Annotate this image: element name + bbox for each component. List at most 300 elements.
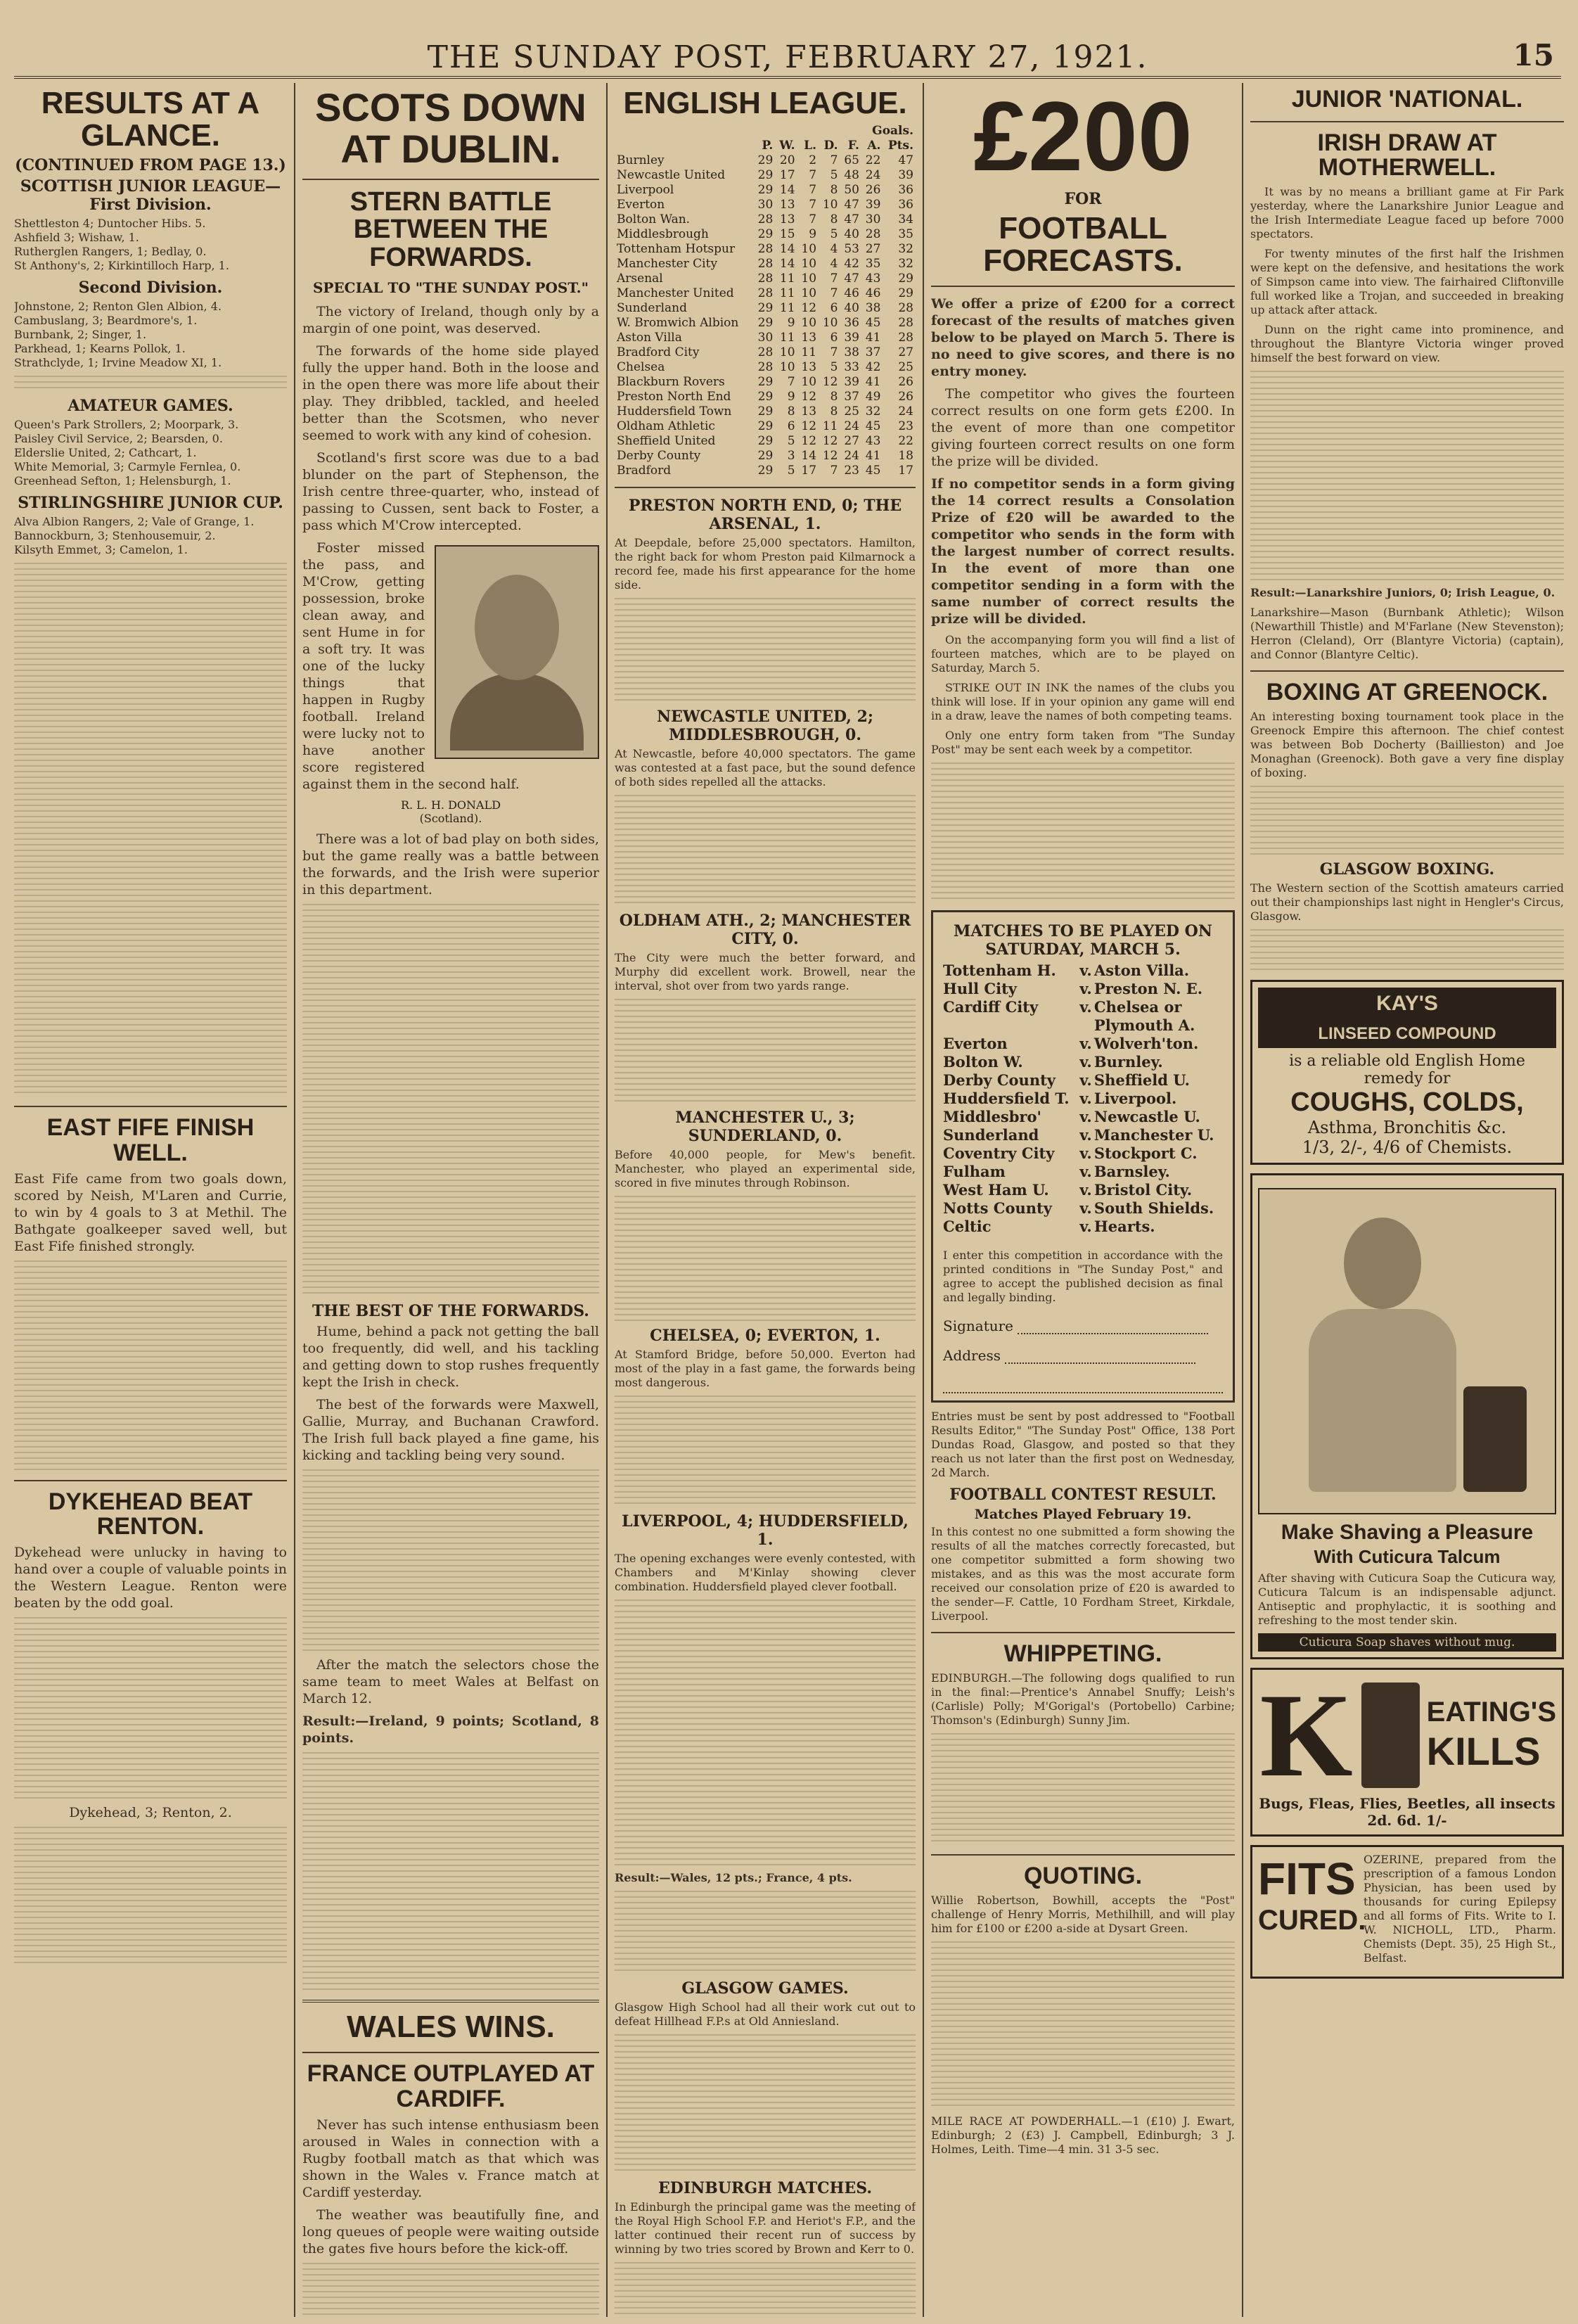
away-team[interactable]: Hearts. xyxy=(1093,1218,1155,1236)
article-body xyxy=(1250,185,1564,365)
address-line[interactable] xyxy=(943,1347,1223,1364)
fixture-row[interactable] xyxy=(943,1144,1223,1163)
section-subhead: GLASGOW GAMES. xyxy=(681,1979,849,1998)
irish-draw-heading: IRISH DRAW AT MOTHERWELL. xyxy=(1317,129,1497,181)
fixture-row[interactable] xyxy=(943,1035,1223,1053)
away-team[interactable]: Bristol City. xyxy=(1093,1181,1193,1199)
text-block xyxy=(302,1752,599,1991)
team-name: Middlesbrough xyxy=(617,227,709,242)
team-name: Chelsea xyxy=(617,360,665,375)
table-cell: 14 xyxy=(801,449,817,464)
home-team[interactable]: Huddersfield T. xyxy=(943,1090,1070,1108)
divider xyxy=(615,487,916,488)
photo-figure xyxy=(450,673,584,751)
team-name: Sunderland xyxy=(617,301,688,316)
table-row xyxy=(615,316,916,331)
table-cell: 10 xyxy=(779,360,795,375)
table-cell: 11 xyxy=(779,286,795,301)
column-rule xyxy=(1242,83,1243,2317)
versus-mark: v. xyxy=(1079,998,1092,1016)
article-body xyxy=(302,303,599,534)
table-cell: 29 xyxy=(898,272,913,286)
table-cell: 15 xyxy=(779,227,795,242)
kays-brand: KAY'S xyxy=(1258,988,1556,1020)
table-cell: 24 xyxy=(898,404,913,419)
table-cell: 10 xyxy=(801,316,817,331)
team-lineups: Lanarkshire—Mason (Burnbank Athletic); Wilson (Newarthill Thistle) and M'Farlane (New Stevenston); Herron (Cleland), Orr (Blantyre Victoria) (captain), and Connor (Blantyre Celtic). xyxy=(1250,606,1564,662)
table-cell: 14 xyxy=(779,242,795,257)
table-row xyxy=(615,375,916,390)
table-cell: 17 xyxy=(898,464,913,478)
home-team[interactable]: Fulham xyxy=(943,1163,1006,1181)
home-team[interactable]: Bolton W. xyxy=(943,1053,1023,1071)
divider xyxy=(14,1106,287,1107)
home-team[interactable]: Tottenham H. xyxy=(943,962,1056,980)
table-cell: 29 xyxy=(757,375,774,390)
amateur-subhead: AMATEUR GAMES. xyxy=(68,397,233,416)
text-block xyxy=(615,795,916,907)
table-cell: 38 xyxy=(865,301,881,316)
table-cell: 13 xyxy=(801,404,817,419)
match-report: The City were much the better forward, and Murphy did excellent work. Browell, near the interval, shot over from two yards range. xyxy=(615,951,916,993)
away-team[interactable]: Wolverh'ton. xyxy=(1093,1035,1199,1053)
keatings-name: EATING'S xyxy=(1426,1696,1556,1728)
away-team[interactable]: Sheffield U. xyxy=(1093,1071,1190,1090)
table-cell: 7 xyxy=(809,212,817,227)
table-cell: 20 xyxy=(779,153,795,168)
column-junior xyxy=(1250,83,1564,2317)
photo-caption xyxy=(302,798,599,825)
home-team[interactable]: Coventry City xyxy=(943,1144,1055,1163)
table-cell: 11 xyxy=(801,345,817,360)
table-cell: 28 xyxy=(757,286,774,301)
table-cell: 41 xyxy=(865,331,881,345)
table-row xyxy=(615,212,916,227)
table-cell: 43 xyxy=(865,434,881,449)
table-cell: 40 xyxy=(844,227,859,242)
text-block xyxy=(931,762,1235,903)
column-rule xyxy=(923,83,924,2317)
column-english-league xyxy=(615,83,916,2317)
table-cell: 24 xyxy=(844,419,859,434)
table-cell: 35 xyxy=(865,257,881,272)
text-block xyxy=(931,1733,1235,1846)
table-header: P. xyxy=(762,139,774,153)
table-cell: 25 xyxy=(844,404,859,419)
table-row xyxy=(615,331,916,345)
illustration-head xyxy=(1344,1218,1421,1309)
quoting-heading: QUOTING. xyxy=(1023,1863,1143,1890)
text-block xyxy=(615,1396,916,1508)
team-name: W. Bromwich Albion xyxy=(617,316,739,331)
match-report: At Deepdale, before 25,000 spectators. Hamilton, the right back for whom Preston paid Kilmarnock a record fee, made his first appearance for the home side. xyxy=(615,536,916,592)
table-header-team xyxy=(615,139,754,153)
address-field[interactable] xyxy=(1005,1362,1195,1364)
article-text: EDINBURGH.—The following dogs qualified to run in the final:—Prentice's Annabel Snuffy; Leish's (Carlisle) Polly; M'Gorigal's (Portobello) Carbine; Thomson's (Edinburgh) Sunny Jim. xyxy=(931,1671,1235,1728)
keatings-tin xyxy=(1361,1683,1419,1788)
paragraph: STRIKE OUT IN INK the names of the clubs you think will lose. If in your opinion any game will end in a draw, leave the names of both competing teams. xyxy=(931,681,1235,723)
table-cell: 5 xyxy=(830,360,838,375)
division-subhead: Second Division. xyxy=(78,279,223,298)
paragraph: The weather was beautifully fine, and long queues of people were waiting outside the gates five hours before the kick-off. xyxy=(302,2207,599,2256)
table-row xyxy=(615,272,916,286)
table-row xyxy=(615,301,916,316)
table-cell: 13 xyxy=(779,212,795,227)
team-name: Huddersfield Town xyxy=(617,404,732,419)
match-report: At Newcastle, before 40,000 spectators. The game was contested at a fast pace, but the sound defence of both sides repelled all the attacks. xyxy=(615,747,916,789)
table-cell: 45 xyxy=(865,419,881,434)
signature-line[interactable] xyxy=(943,1317,1223,1334)
team-name: Everton xyxy=(617,198,665,212)
kays-product: LINSEED COMPOUND xyxy=(1258,1020,1556,1048)
away-team[interactable]: Aston Villa. xyxy=(1093,962,1190,980)
team-name: Bradford City xyxy=(617,345,700,360)
table-cell: 28 xyxy=(757,272,774,286)
contest-subheading: Matches Played February 19. xyxy=(974,1507,1192,1523)
table-cell: 39 xyxy=(844,375,859,390)
kays-linseed-ad xyxy=(1250,980,1564,1165)
home-team[interactable]: Derby County xyxy=(943,1071,1056,1090)
table-cell: 12 xyxy=(822,375,838,390)
fixture-row[interactable] xyxy=(943,1163,1223,1181)
divider xyxy=(302,2052,599,2053)
section-subhead: THE BEST OF THE FORWARDS. xyxy=(312,1302,589,1321)
home-team[interactable]: Cardiff City xyxy=(943,998,1039,1016)
team-name: Aston Villa xyxy=(617,331,682,345)
match-result: Dykehead, 3; Renton, 2. xyxy=(69,1805,232,1821)
table-cell: 30 xyxy=(757,198,774,212)
keatings-ad xyxy=(1250,1668,1564,1837)
table-cell: 5 xyxy=(830,168,838,183)
table-row xyxy=(615,168,916,183)
fixture-row[interactable] xyxy=(943,962,1223,980)
fixture-row[interactable] xyxy=(943,1090,1223,1108)
paragraph: Only one entry form taken from "The Sunday Post" may be sent each week by a competitor. xyxy=(931,729,1235,757)
match-heading: NEWCASTLE UNITED, 2; MIDDLESBROUGH, 0. xyxy=(656,708,874,745)
paragraph: For twenty minutes of the first half the Irishmen were kept on the defensive, and hesitations the work of Simpson came into view. The fairhaired Cliftonville full worked like a Trojan, and succeeded in breaking up attack after attack. xyxy=(1250,247,1564,317)
table-cell: 7 xyxy=(830,345,838,360)
keatings-initial: K xyxy=(1259,1668,1353,1801)
fixture-row[interactable] xyxy=(943,1126,1223,1144)
text-block xyxy=(14,376,287,392)
table-cell: 13 xyxy=(801,331,817,345)
match-result: Result:—Lanarkshire Juniors, 0; Irish League, 0. xyxy=(1250,586,1555,600)
address-label: Address xyxy=(943,1347,1001,1365)
team-name: Manchester United xyxy=(617,286,734,301)
paragraph: Hume, behind a pack not getting the ball too frequently, did well, and his tackling and getting down to stop rushes frequently kept the Irish in check. xyxy=(302,1324,599,1391)
table-cell: 47 xyxy=(844,198,859,212)
result-line: Parkhead, 1; Kearns Pollok, 1. xyxy=(14,342,186,356)
forecasts-heading: FOOTBALL FORECASTS. xyxy=(983,211,1183,279)
versus-mark: v. xyxy=(1079,1163,1092,1181)
result-line: Queen's Park Strollers, 2; Moorpark, 3. xyxy=(14,418,239,432)
table-cell: 8 xyxy=(830,183,838,198)
cuticura-ad xyxy=(1250,1173,1564,1659)
team-name: Manchester City xyxy=(617,257,718,272)
versus-mark: v. xyxy=(1079,1144,1092,1163)
table-cell: 50 xyxy=(844,183,859,198)
result-line: Alva Albion Rangers, 2; Vale of Grange, 1. xyxy=(14,515,255,529)
paragraph: The best of the forwards were Maxwell, Gallie, Murray, and Buchanan Crawford. The Irish full back played a fine game, his kicking and tackling being very sound. xyxy=(302,1397,599,1464)
table-cell: 6 xyxy=(830,331,838,345)
away-team[interactable]: Preston N. E. xyxy=(1093,980,1203,998)
column-rule xyxy=(606,83,608,2317)
paragraph: Scotland's first score was due to a bad blunder on the part of Stephenson, the Irish centre three-quarter, who, instead of passing to Cussen, sent back to Foster, a pass which M'Crow intercepted. xyxy=(302,450,599,534)
divider xyxy=(14,1480,287,1481)
home-team[interactable]: Celtic xyxy=(943,1218,992,1236)
table-cell: 4 xyxy=(830,257,838,272)
headline: SCOTS DOWN AT DUBLIN. xyxy=(315,85,586,171)
wales-heading: WALES WINS. xyxy=(347,2010,555,2045)
table-cell: 5 xyxy=(787,464,795,478)
table-cell: 27 xyxy=(865,242,881,257)
table-cell: 32 xyxy=(898,242,913,257)
home-team[interactable]: West Ham U. xyxy=(943,1181,1049,1199)
masthead xyxy=(14,34,1561,79)
table-cell: 9 xyxy=(809,227,817,242)
versus-mark: v. xyxy=(1079,1218,1092,1236)
fixture-row[interactable] xyxy=(943,998,1223,1035)
table-cell: 30 xyxy=(865,212,881,227)
table-cell: 12 xyxy=(822,449,838,464)
away-team[interactable]: Barnsley. xyxy=(1093,1163,1170,1181)
table-cell: 10 xyxy=(779,345,795,360)
kays-tagline: is a reliable old English Home remedy for xyxy=(1289,1052,1525,1087)
keatings-price: 2d. 6d. 1/- xyxy=(1367,1811,1447,1829)
table-cell: 30 xyxy=(757,331,774,345)
article-text: The Western section of the Scottish amateurs carried out their championships last night in Hengler's Circus, Glasgow. xyxy=(1250,881,1564,923)
table-row xyxy=(615,257,916,272)
table-cell: 28 xyxy=(865,227,881,242)
text-block xyxy=(615,999,916,1104)
table-cell: 13 xyxy=(801,360,817,375)
divider xyxy=(302,2000,599,2003)
column-forecasts xyxy=(931,83,1235,2317)
divider xyxy=(1250,670,1564,672)
kays-asthma: Asthma, Bronchitis &c. xyxy=(1307,1117,1507,1137)
versus-mark: v. xyxy=(1079,1126,1092,1144)
team-name: Liverpool xyxy=(617,183,674,198)
home-team[interactable]: Everton xyxy=(943,1035,1008,1053)
dykehead-heading: DYKEHEAD BEAT RENTON. xyxy=(48,1488,253,1540)
table-cell: 37 xyxy=(844,390,859,404)
kays-coughs: COUGHS, COLDS, xyxy=(1290,1087,1524,1117)
away-team[interactable]: Chelsea or Plymouth A. xyxy=(1093,998,1195,1035)
home-team[interactable]: Sunderland xyxy=(943,1126,1039,1144)
table-cell: 29 xyxy=(757,316,774,331)
table-cell: 41 xyxy=(865,375,881,390)
team-name: Preston North End xyxy=(617,390,731,404)
table-cell: 23 xyxy=(844,464,859,478)
away-team[interactable]: Newcastle U. xyxy=(1093,1108,1200,1126)
table-cell: 29 xyxy=(757,168,774,183)
article-body xyxy=(302,1656,599,1707)
results-heading: RESULTS AT A GLANCE. xyxy=(41,86,260,153)
match-result: Result:—Ireland, 9 points; Scotland, 8 points. xyxy=(302,1713,599,1747)
league-heading: ENGLISH LEAGUE. xyxy=(623,86,907,120)
east-fife-heading: EAST FIFE FINISH WELL. xyxy=(46,1114,255,1167)
fixture-row[interactable] xyxy=(943,980,1223,998)
result-line: Ashfield 3; Wishaw, 1. xyxy=(14,231,139,245)
results-list xyxy=(14,217,287,273)
prize-amount: £200 xyxy=(973,83,1193,191)
table-cell: 26 xyxy=(865,183,881,198)
prize-offer: We offer a prize of £200 for a correct forecast of the results of matches given below to be played on March 5. There is no need to give scores, and there is no entry money. xyxy=(931,296,1235,380)
result-line: Bannockburn, 3; Stenhousemuir, 2. xyxy=(14,529,216,543)
table-cell: 10 xyxy=(822,198,838,212)
versus-mark: v. xyxy=(1079,980,1092,998)
fixture-row[interactable] xyxy=(943,1071,1223,1090)
away-team[interactable]: South Shields. xyxy=(1093,1199,1214,1218)
team-name: Derby County xyxy=(617,449,701,464)
table-cell: 24 xyxy=(865,168,881,183)
fixture-row[interactable] xyxy=(943,1218,1223,1236)
table-cell: 29 xyxy=(757,227,774,242)
table-cell: 28 xyxy=(757,345,774,360)
table-cell: 5 xyxy=(830,227,838,242)
table-cell: 12 xyxy=(801,434,817,449)
table-cell: 49 xyxy=(865,390,881,404)
signature-field[interactable] xyxy=(1018,1333,1208,1334)
table-cell: 12 xyxy=(801,419,817,434)
article-text: An interesting boxing tournament took place in the Greenock Empire this afternoon. The chief contest was between Bob Docherty (Baillieston) and Joe Monaghan (Greenock). Both gave a very fine display of boxing. xyxy=(1250,709,1564,779)
away-team[interactable]: Manchester U. xyxy=(1093,1126,1214,1144)
cuticura-subheadline: With Cuticura Talcum xyxy=(1314,1546,1501,1568)
table-cell: 26 xyxy=(898,390,913,404)
contest-heading: FOOTBALL CONTEST RESULT. xyxy=(949,1486,1217,1505)
paragraph: On the accompanying form you will find a list of fourteen matches, which are to be played on Saturday, March 5. xyxy=(931,633,1235,675)
fixture-list xyxy=(943,962,1223,1236)
table-row xyxy=(615,404,916,419)
text-block xyxy=(615,1891,916,1975)
paragraph: Never has such intense enthusiasm been aroused in Wales in connection with a Rugby football match as that which was shown in the Wales v. France match at Cardiff yesterday. xyxy=(302,2116,599,2200)
table-row xyxy=(615,434,916,449)
table-cell: 39 xyxy=(898,168,913,183)
article-text: East Fife came from two goals down, scored by Neish, M'Laren and Currie, to win by 4 goals to 3 at Methil. The Bathgate goalkeeper saved well, but East Fife finished strongly. xyxy=(14,1170,287,1254)
fixture-row[interactable] xyxy=(943,1181,1223,1199)
away-team[interactable]: Burnley. xyxy=(1093,1053,1163,1071)
page-number: 15 xyxy=(1513,38,1554,72)
table-cell: 14 xyxy=(779,183,795,198)
text-block xyxy=(14,1260,287,1471)
article-text: Willie Robertson, Bowhill, accepts the "Post" challenge of Henry Morris, Methilhill, and will play him for £100 or £200 a-side at Dysart Green. xyxy=(931,1893,1235,1935)
team-name: Bradford xyxy=(617,464,672,478)
address-line-2[interactable] xyxy=(943,1377,1223,1393)
paragraph: The forwards of the home side played fully the upper hand. Both in the loose and in the open there was more life about their play. They dribbled, tackled, and heeled better than the Scotsmen, who never seemed to work with any kind of cohesion. xyxy=(302,343,599,444)
table-row xyxy=(615,286,916,301)
table-cell: 29 xyxy=(757,183,774,198)
table-cell: 25 xyxy=(898,360,913,375)
table-cell: 29 xyxy=(757,301,774,316)
for-label: FOR xyxy=(1064,190,1102,208)
entry-declaration: I enter this competition in accordance with the printed conditions in "The Sunday Post," and agree to accept the published decision as final and legally binding. xyxy=(943,1249,1223,1305)
table-cell: 28 xyxy=(757,257,774,272)
versus-mark: v. xyxy=(1079,1035,1092,1053)
table-cell: 28 xyxy=(757,212,774,227)
table-cell: 11 xyxy=(779,331,795,345)
caption-team: (Scotland). xyxy=(419,812,482,826)
shaving-illustration xyxy=(1258,1188,1556,1514)
table-cell: 36 xyxy=(898,198,913,212)
table-cell: 11 xyxy=(822,419,838,434)
divider xyxy=(1250,121,1564,122)
table-cell: 35 xyxy=(898,227,913,242)
section-subhead: EDINBURGH MATCHES. xyxy=(658,2179,872,2198)
fixture-row[interactable] xyxy=(943,1053,1223,1071)
league-table xyxy=(615,124,916,478)
table-cell: 29 xyxy=(757,464,774,478)
continued-note: (CONTINUED FROM PAGE 13.) xyxy=(15,156,286,175)
table-row xyxy=(615,360,916,375)
match-heading: MANCHESTER U., 3; SUNDERLAND, 0. xyxy=(675,1109,855,1146)
table-cell: 28 xyxy=(757,242,774,257)
paragraph: After the match the selectors chose the same team to meet Wales at Belfast on March 12. xyxy=(302,1657,599,1707)
table-cell: 46 xyxy=(844,286,859,301)
text-block xyxy=(1250,786,1564,856)
caption-name: R. L. H. DONALD xyxy=(400,798,501,812)
text-block xyxy=(615,1600,916,1867)
fits-word: FITS xyxy=(1258,1853,1356,1904)
home-team[interactable]: Hull City xyxy=(943,980,1017,998)
table-cell: 26 xyxy=(898,375,913,390)
result-line: Strathclyde, 1; Irvine Meadow XI, 1. xyxy=(14,356,222,370)
table-row xyxy=(615,345,916,360)
result-line: St Anthony's, 2; Kirkintilloch Harp, 1. xyxy=(14,259,229,273)
team-name: Tottenham Hotspur xyxy=(617,242,736,257)
table-cell: 14 xyxy=(779,257,795,272)
away-team[interactable]: Liverpool. xyxy=(1093,1090,1177,1108)
article-text: In Edinburgh the principal game was the meeting of the Royal High School F.P. and Heriot's F.P., and the latter continued their recent run of success by winning by two tries scored by Brown and Kerr to 0. xyxy=(615,2200,916,2256)
table-cell: 45 xyxy=(865,316,881,331)
versus-mark: v. xyxy=(1079,962,1092,980)
article-text: MILE RACE AT POWDERHALL.—1 (£10) J. Ewart, Edinburgh; 2 (£3) J. Campbell, Edinburgh; 3 J. Holmes, Leith. Time—4 min. 31 3-5 sec. xyxy=(931,2114,1235,2156)
fixture-row[interactable] xyxy=(943,1108,1223,1126)
table-cell: 4 xyxy=(830,242,838,257)
home-team[interactable]: Middlesbro' xyxy=(943,1108,1041,1126)
table-cell: 40 xyxy=(844,301,859,316)
table-cell: 12 xyxy=(822,434,838,449)
table-cell: 38 xyxy=(844,345,859,360)
match-heading: LIVERPOOL, 4; HUDDERSFIELD, 1. xyxy=(622,1512,909,1550)
away-team[interactable]: Stockport C. xyxy=(1093,1144,1198,1163)
table-cell: 9 xyxy=(787,316,795,331)
result-line: Kilsyth Emmet, 3; Camelon, 1. xyxy=(14,543,188,557)
cuticura-text: After shaving with Cuticura Soap the Cuticura way, Cuticura Talcum is an indispensable adjunct. Antiseptic and prophylactic, it is soothing and refreshing to the most tender skin. xyxy=(1258,1571,1556,1627)
table-cell: 36 xyxy=(844,316,859,331)
table-cell: 6 xyxy=(787,419,795,434)
home-team[interactable]: Notts County xyxy=(943,1199,1052,1218)
table-cell: 29 xyxy=(757,390,774,404)
address-field-2[interactable] xyxy=(943,1392,1223,1393)
table-cell: 18 xyxy=(898,449,913,464)
match-result: Result:—Wales, 12 pts.; France, 4 pts. xyxy=(615,1871,852,1885)
text-block xyxy=(615,2262,916,2317)
table-row xyxy=(615,449,916,464)
team-name: Bolton Wan. xyxy=(617,212,691,227)
article-body xyxy=(302,1323,599,1464)
table-cell: 24 xyxy=(844,449,859,464)
table-cell: 8 xyxy=(830,390,838,404)
fixture-row[interactable] xyxy=(943,1199,1223,1218)
fixtures-heading: MATCHES TO BE PLAYED ON SATURDAY, MARCH 5. xyxy=(954,922,1212,959)
talcum-tin xyxy=(1463,1386,1527,1492)
table-cell: 7 xyxy=(830,286,838,301)
table-cell: 7 xyxy=(809,168,817,183)
team-name: Sheffield United xyxy=(617,434,716,449)
team-name: Arsenal xyxy=(617,272,663,286)
divider xyxy=(931,1632,1235,1633)
fits-cured-ad xyxy=(1250,1845,1564,1979)
